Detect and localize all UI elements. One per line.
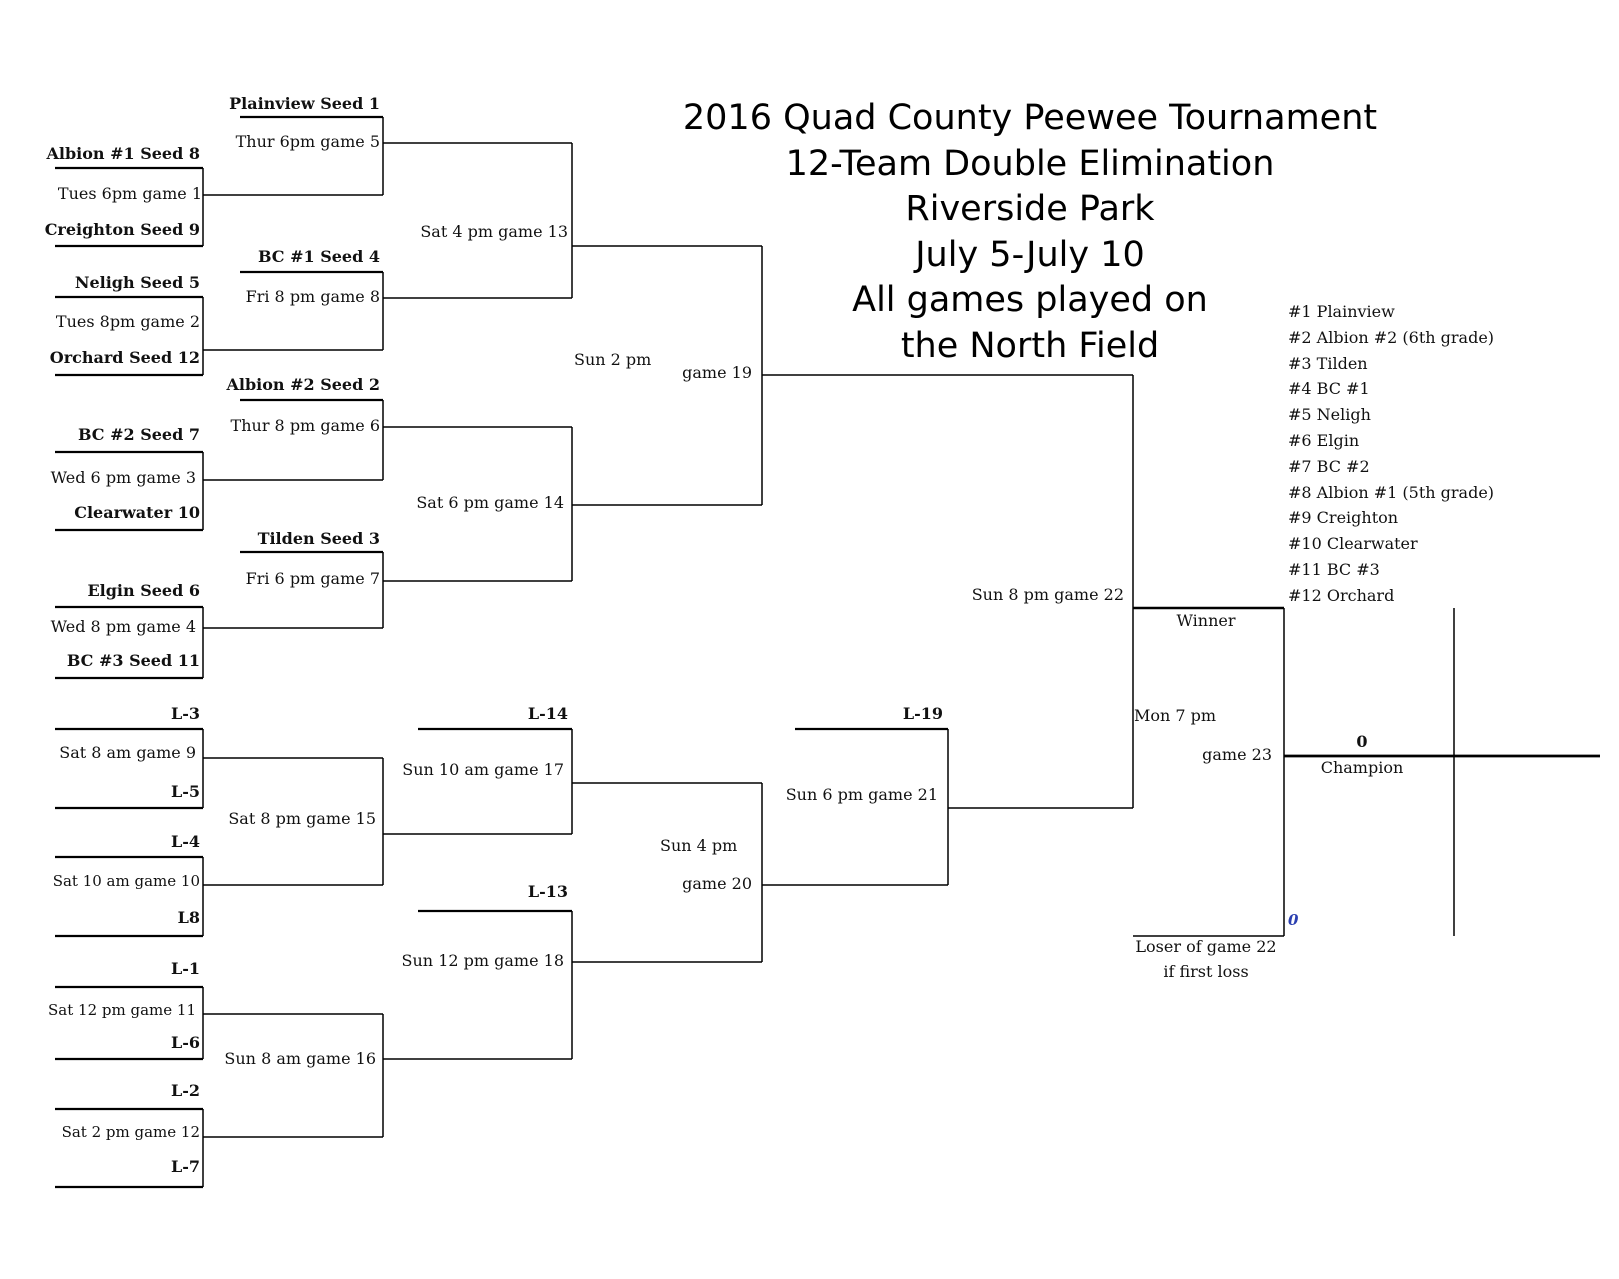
loser-l19: L-19 <box>902 704 943 723</box>
loser-l8: L8 <box>177 908 200 927</box>
team-neligh: Neligh Seed 5 <box>74 273 200 292</box>
seed-list-item: #12 Orchard <box>1288 585 1395 605</box>
team-plainview: Plainview Seed 1 <box>229 94 380 113</box>
game-5-label: Thur 6pm game 5 <box>235 132 380 151</box>
game-13-label: Sat 4 pm game 13 <box>420 222 568 241</box>
game-12-label: Sat 2 pm game 12 <box>61 1123 200 1141</box>
game-1-label: Tues 6pm game 1 <box>57 184 202 203</box>
title-line-6: the North Field <box>900 325 1160 366</box>
game-20-time: Sun 4 pm <box>660 836 738 855</box>
champion-label: Champion <box>1320 758 1404 777</box>
title-line-5: All games played on <box>852 280 1208 320</box>
seed-list-item: #11 BC #3 <box>1288 559 1380 579</box>
loser-l6: L-6 <box>170 1033 200 1052</box>
game-14-label: Sat 6 pm game 14 <box>416 493 564 512</box>
title-line-4: July 5-July 10 <box>915 234 1145 275</box>
loser-game-22-line-2: if first loss <box>1163 962 1249 981</box>
loser-l14: L-14 <box>527 704 568 723</box>
seed-list-item: #10 Clearwater <box>1288 534 1418 554</box>
loser-l7: L-7 <box>170 1157 200 1176</box>
loser-l3: L-3 <box>170 704 200 723</box>
final-blue-zero: 0 <box>1288 911 1299 929</box>
team-bc-1: BC #1 Seed 4 <box>257 247 380 266</box>
seed-list-item: #8 Albion #1 (5th grade) <box>1288 482 1495 502</box>
team-orchard: Orchard Seed 12 <box>49 348 200 367</box>
title-line-2: 12-Team Double Elimination <box>785 143 1275 184</box>
game-20-label: game 20 <box>682 874 752 893</box>
seed-list <box>1288 299 1494 609</box>
game-6-label: Thur 8 pm game 6 <box>230 416 380 435</box>
seed-list-item: #3 Tilden <box>1288 353 1368 373</box>
seed-list-item: #1 Plainview <box>1288 302 1395 321</box>
game-16-label: Sun 8 am game 16 <box>224 1049 376 1068</box>
game-21-label: Sun 6 pm game 21 <box>785 785 938 804</box>
winner-label: Winner <box>1176 611 1236 630</box>
seed-list-item: #7 BC #2 <box>1288 456 1370 476</box>
game-17-label: Sun 10 am game 17 <box>402 760 564 779</box>
game-7-label: Fri 6 pm game 7 <box>245 569 380 588</box>
loser-game-22-line-1: Loser of game 22 <box>1135 937 1277 956</box>
game-23-label: game 23 <box>1202 745 1272 764</box>
game-8-label: Fri 8 pm game 8 <box>245 287 380 306</box>
game-4-label: Wed 8 pm game 4 <box>50 617 196 636</box>
game-23-time: Mon 7 pm <box>1134 706 1217 725</box>
loser-l2: L-2 <box>170 1081 200 1100</box>
loser-l13: L-13 <box>527 882 568 901</box>
game-22-label: Sun 8 pm game 22 <box>971 585 1124 604</box>
loser-l5: L-5 <box>170 782 200 801</box>
game-19-label: game 19 <box>682 363 752 382</box>
loser-l1: L-1 <box>170 959 200 978</box>
team-bc-2: BC #2 Seed 7 <box>77 425 200 444</box>
champion-score: 0 <box>1356 732 1368 751</box>
seed-list-item: #6 Elgin <box>1288 430 1360 450</box>
seed-list-item: #4 BC #1 <box>1288 379 1370 399</box>
game-11-label: Sat 12 pm game 11 <box>48 1001 196 1019</box>
game-10-label: Sat 10 am game 10 <box>52 872 200 890</box>
seed-list-item: #9 Creighton <box>1288 508 1399 528</box>
game-19-time: Sun 2 pm <box>574 350 652 369</box>
title-line-3: Riverside Park <box>905 189 1155 229</box>
game-15-label: Sat 8 pm game 15 <box>228 809 376 828</box>
seed-list-item: #2 Albion #2 (6th grade) <box>1288 327 1495 347</box>
game-3-label: Wed 6 pm game 3 <box>50 468 196 487</box>
loser-l4: L-4 <box>170 832 200 851</box>
team-clearwater: Clearwater 10 <box>74 503 200 522</box>
team-elgin: Elgin Seed 6 <box>87 581 200 600</box>
seed-list-item: #5 Neligh <box>1288 405 1371 425</box>
game-18-label: Sun 12 pm game 18 <box>401 951 564 970</box>
team-albion-2: Albion #2 Seed 2 <box>226 375 380 394</box>
team-tilden: Tilden Seed 3 <box>257 529 380 548</box>
tournament-title <box>680 96 1380 369</box>
game-9-label: Sat 8 am game 9 <box>59 743 196 762</box>
team-albion-1: Albion #1 Seed 8 <box>46 144 200 163</box>
team-bc-3: BC #3 Seed 11 <box>66 651 200 670</box>
team-creighton: Creighton Seed 9 <box>44 220 200 239</box>
title-line-1: 2016 Quad County Peewee Tournament <box>682 98 1378 138</box>
game-2-label: Tues 8pm game 2 <box>55 312 200 331</box>
